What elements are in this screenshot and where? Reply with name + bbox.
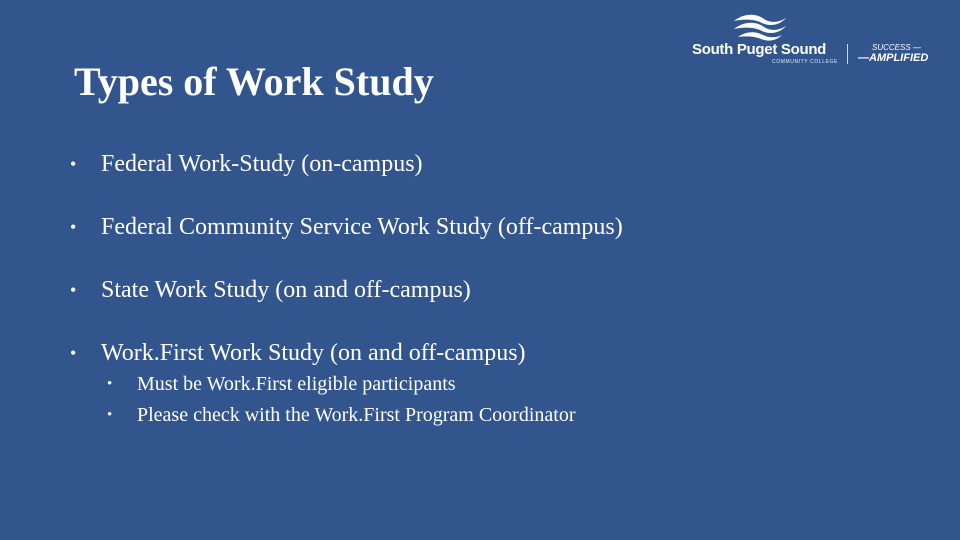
bullet-list bbox=[70, 146, 623, 431]
bullet-dot: • bbox=[70, 280, 77, 300]
bullet-text: State Work Study (on and off-campus) bbox=[101, 277, 471, 303]
bullet-item bbox=[70, 146, 623, 182]
bullet-dot: • bbox=[107, 376, 113, 392]
sub-bullet-list bbox=[107, 369, 623, 431]
bullet-item bbox=[70, 272, 623, 308]
bullet-text: Work.First Work Study (on and off-campus) bbox=[101, 340, 526, 366]
waves-icon bbox=[730, 12, 790, 42]
bullet-text: Federal Community Service Work Study (off-campus) bbox=[101, 214, 623, 240]
logo-tagline-bottom: —AMPLIFIED bbox=[858, 52, 929, 64]
sub-bullet-text: Please check with the Work.First Program Coordinator bbox=[137, 404, 576, 426]
college-logo bbox=[692, 12, 932, 72]
logo-name: South Puget Sound bbox=[692, 41, 827, 58]
logo-tagline-top: SUCCESS — bbox=[872, 43, 921, 52]
bullet-item bbox=[70, 335, 623, 431]
slide-title: Types of Work Study bbox=[74, 59, 434, 104]
bullet-text: Federal Work-Study (on-campus) bbox=[101, 151, 423, 177]
sub-bullet-item bbox=[107, 369, 623, 400]
logo-divider bbox=[847, 44, 848, 64]
bullet-item bbox=[70, 209, 623, 245]
bullet-dot: • bbox=[70, 217, 77, 237]
bullet-dot: • bbox=[70, 154, 77, 174]
bullet-dot: • bbox=[70, 343, 77, 363]
logo-subname: COMMUNITY COLLEGE bbox=[772, 59, 838, 65]
sub-bullet-item bbox=[107, 400, 623, 431]
bullet-dot: • bbox=[107, 407, 113, 423]
sub-bullet-text: Must be Work.First eligible participants bbox=[137, 373, 456, 395]
